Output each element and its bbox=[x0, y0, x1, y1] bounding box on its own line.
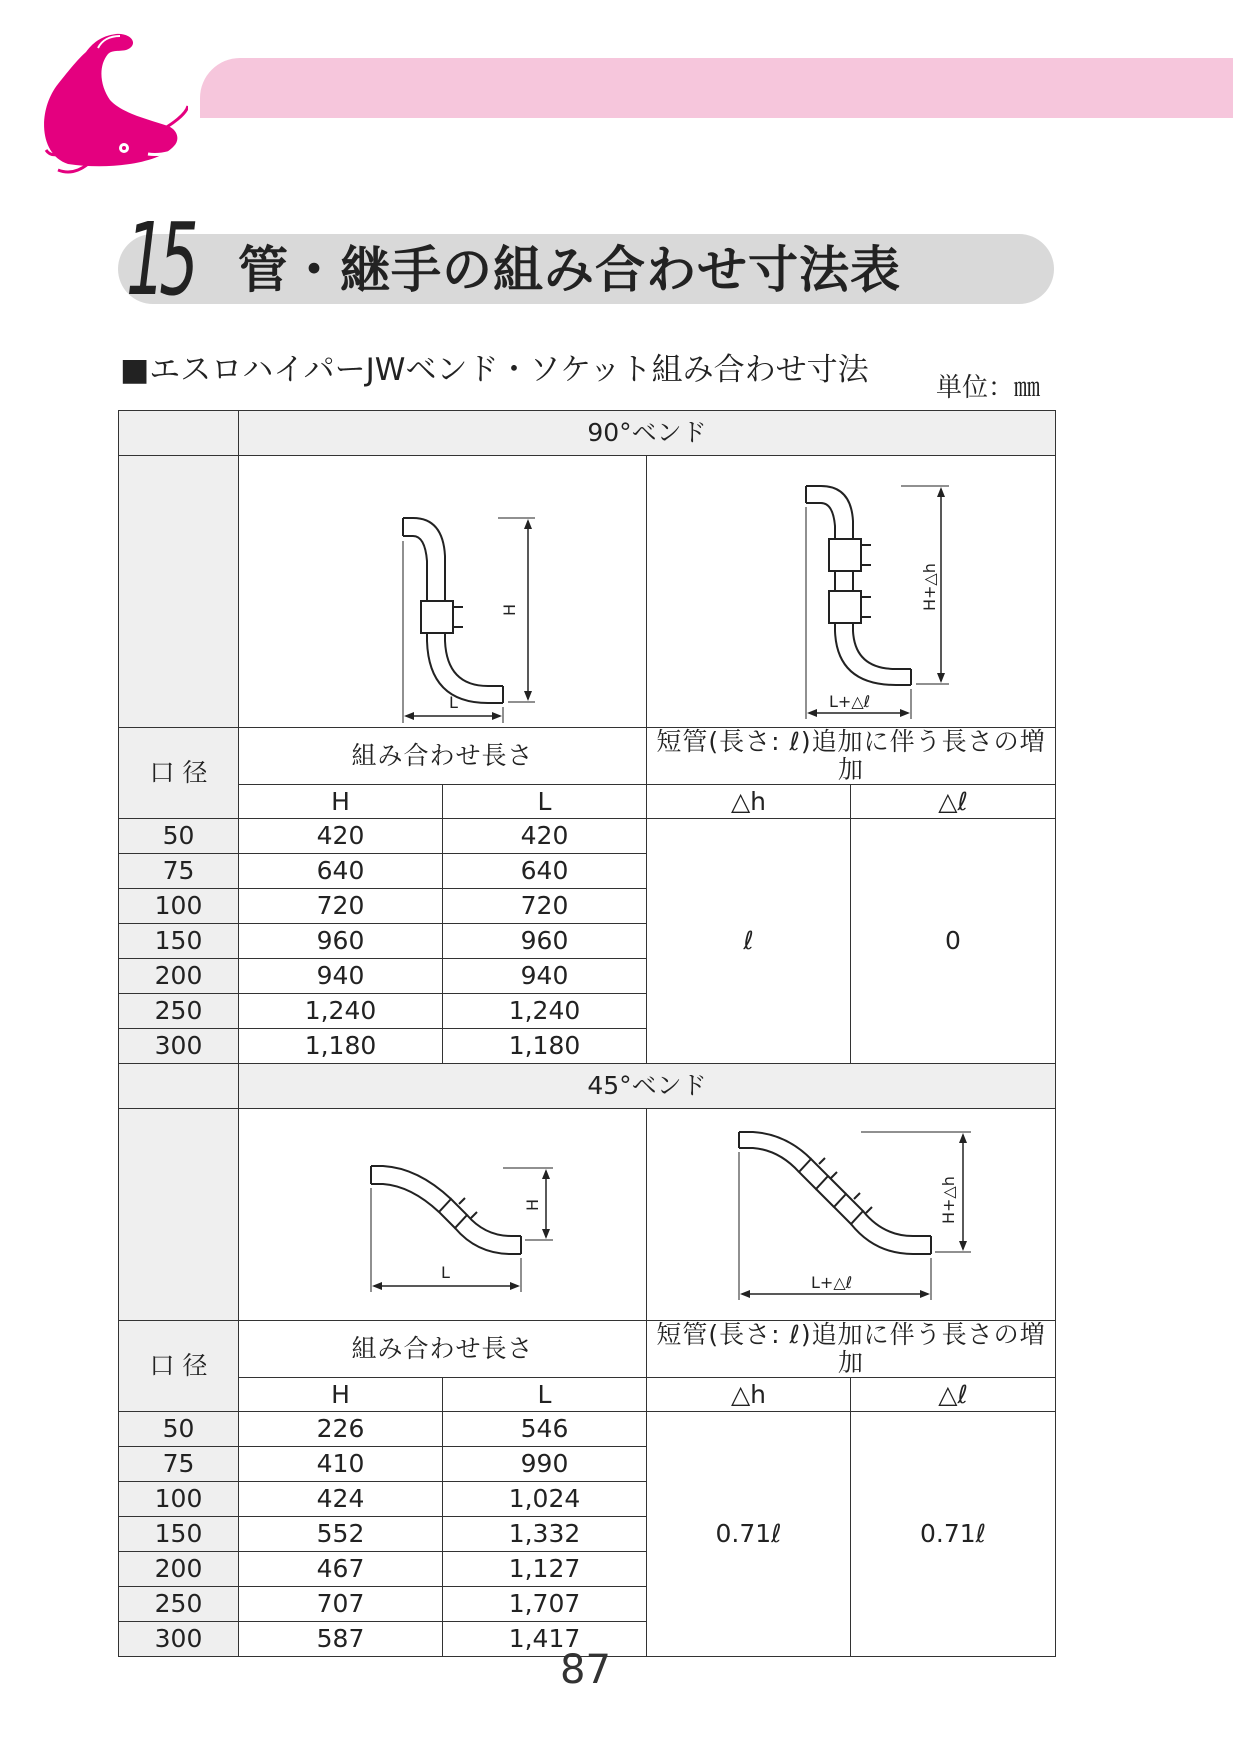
unit-label: 単位：㎜ bbox=[936, 373, 1041, 403]
dh-value: 0.71ℓ bbox=[647, 1412, 851, 1657]
h-cell: 467 bbox=[239, 1552, 443, 1587]
header-L: L bbox=[443, 1378, 647, 1412]
table-row bbox=[119, 1412, 1056, 1447]
blank-cell bbox=[119, 1109, 239, 1321]
h-cell: 960 bbox=[239, 924, 443, 959]
diameter-cell: 250 bbox=[119, 994, 239, 1029]
bend-90-diagram-icon bbox=[253, 461, 633, 723]
h-cell: 640 bbox=[239, 854, 443, 889]
l-cell: 640 bbox=[443, 854, 647, 889]
l-cell: 990 bbox=[443, 1447, 647, 1482]
catfish-logo-icon bbox=[28, 14, 188, 174]
h-cell: 707 bbox=[239, 1587, 443, 1622]
diameter-cell: 200 bbox=[119, 959, 239, 994]
diagram-label-H: H bbox=[499, 603, 519, 616]
diagram-45-with-short-pipe bbox=[647, 1109, 1056, 1321]
diagram-45-single bbox=[239, 1109, 647, 1321]
header-dh: △h bbox=[647, 1378, 851, 1412]
header-increase: 短管(長さ: ℓ)追加に伴う長さの増加 bbox=[647, 1321, 1056, 1378]
h-cell: 720 bbox=[239, 889, 443, 924]
diameter-cell: 300 bbox=[119, 1622, 239, 1657]
l-cell: 1,240 bbox=[443, 994, 647, 1029]
h-cell: 424 bbox=[239, 1482, 443, 1517]
header-dh: △h bbox=[647, 785, 851, 819]
l-cell: 546 bbox=[443, 1412, 647, 1447]
header-dl: △ℓ bbox=[851, 785, 1056, 819]
l-cell: 1,024 bbox=[443, 1482, 647, 1517]
l-cell: 1,417 bbox=[443, 1622, 647, 1657]
header-diameter: 口 径 bbox=[119, 728, 239, 819]
l-cell: 720 bbox=[443, 889, 647, 924]
header-combo-length: 組み合わせ長さ bbox=[239, 1321, 647, 1378]
diagram-label-H-dh: H+△h bbox=[920, 562, 939, 611]
h-cell: 226 bbox=[239, 1412, 443, 1447]
bend-90-short-pipe-diagram-icon bbox=[661, 461, 1041, 723]
table-row bbox=[119, 819, 1056, 854]
section-number: 15 bbox=[126, 201, 193, 318]
header-dl: △ℓ bbox=[851, 1378, 1056, 1412]
header-increase: 短管(長さ: ℓ)追加に伴う長さの増加 bbox=[647, 728, 1056, 785]
dimension-table bbox=[118, 410, 1056, 1657]
h-cell: 1,240 bbox=[239, 994, 443, 1029]
diameter-cell: 150 bbox=[119, 1517, 239, 1552]
section-title-90: 90°ベンド bbox=[239, 411, 1056, 456]
blank-cell bbox=[119, 456, 239, 728]
diagram-90-with-short-pipe bbox=[647, 456, 1056, 728]
diagram-label-H: H bbox=[522, 1198, 542, 1211]
dh-value: ℓ bbox=[647, 819, 851, 1064]
diameter-cell: 75 bbox=[119, 854, 239, 889]
h-cell: 940 bbox=[239, 959, 443, 994]
header-diameter: 口 径 bbox=[119, 1321, 239, 1412]
section-title-45: 45°ベンド bbox=[239, 1064, 1056, 1109]
page-number: 87 bbox=[560, 1647, 611, 1693]
diagram-label-L: L bbox=[440, 1262, 450, 1282]
h-cell: 1,180 bbox=[239, 1029, 443, 1064]
dl-value: 0.71ℓ bbox=[851, 1412, 1056, 1657]
header-L: L bbox=[443, 785, 647, 819]
l-cell: 1,332 bbox=[443, 1517, 647, 1552]
l-cell: 1,180 bbox=[443, 1029, 647, 1064]
diagram-label-L: L bbox=[448, 692, 458, 712]
h-cell: 587 bbox=[239, 1622, 443, 1657]
diameter-cell: 50 bbox=[119, 1412, 239, 1447]
h-cell: 410 bbox=[239, 1447, 443, 1482]
diameter-cell: 100 bbox=[119, 889, 239, 924]
diagram-label-H-dh: H+△h bbox=[939, 1175, 958, 1224]
diameter-cell: 150 bbox=[119, 924, 239, 959]
bend-45-short-pipe-diagram-icon bbox=[661, 1114, 1041, 1316]
h-cell: 552 bbox=[239, 1517, 443, 1552]
corner-cell bbox=[119, 411, 239, 456]
header-H: H bbox=[239, 785, 443, 819]
corner-cell bbox=[119, 1064, 239, 1109]
diagram-label-L-dl: L+△ℓ bbox=[829, 691, 871, 711]
top-banner bbox=[200, 58, 1233, 118]
l-cell: 940 bbox=[443, 959, 647, 994]
diagram-label-L-dl: L+△ℓ bbox=[811, 1272, 853, 1292]
diameter-cell: 75 bbox=[119, 1447, 239, 1482]
diameter-cell: 200 bbox=[119, 1552, 239, 1587]
page-title: 管・継手の組み合わせ寸法表 bbox=[238, 241, 901, 299]
diameter-cell: 100 bbox=[119, 1482, 239, 1517]
l-cell: 960 bbox=[443, 924, 647, 959]
dl-value: 0 bbox=[851, 819, 1056, 1064]
l-cell: 420 bbox=[443, 819, 647, 854]
header-H: H bbox=[239, 1378, 443, 1412]
table-subtitle: ■エスロハイパーJWベンド・ソケット組み合わせ寸法 bbox=[120, 352, 869, 388]
h-cell: 420 bbox=[239, 819, 443, 854]
l-cell: 1,707 bbox=[443, 1587, 647, 1622]
header-combo-length: 組み合わせ長さ bbox=[239, 728, 647, 785]
diameter-cell: 50 bbox=[119, 819, 239, 854]
diameter-cell: 300 bbox=[119, 1029, 239, 1064]
bend-45-diagram-icon bbox=[253, 1114, 633, 1316]
diagram-90-single bbox=[239, 456, 647, 728]
l-cell: 1,127 bbox=[443, 1552, 647, 1587]
diameter-cell: 250 bbox=[119, 1587, 239, 1622]
